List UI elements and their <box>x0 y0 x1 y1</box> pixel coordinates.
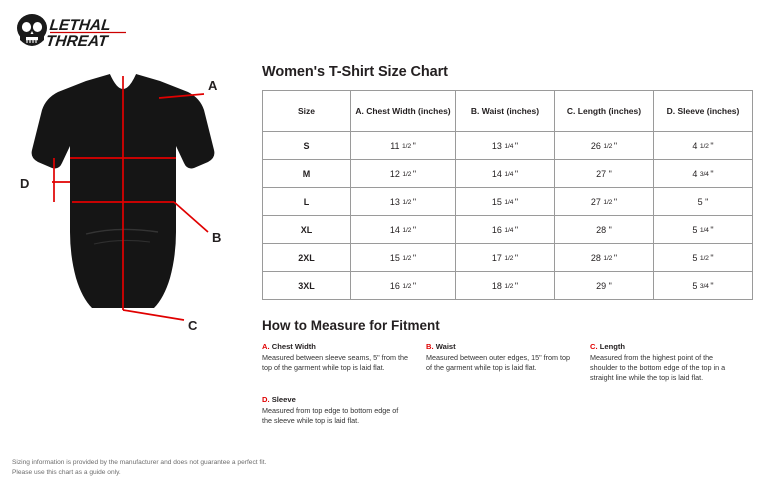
cell-sleeve: 5 3/4 " <box>654 272 753 300</box>
brand-name-line2: THREAT <box>45 33 109 50</box>
table-row <box>263 188 753 216</box>
table-row <box>263 132 753 160</box>
measure-item-desc: Measured between sleeve seams, 5" from the top of the garment while top is laid flat. <box>262 353 408 373</box>
cell-size: M <box>263 160 351 188</box>
cell-length: 28 " <box>555 216 654 244</box>
how-to-measure-list <box>262 342 754 437</box>
callout-line-b <box>174 202 208 232</box>
column-header-chest: A. Chest Width (inches) <box>351 91 456 132</box>
cell-waist: 15 1/4 " <box>456 188 555 216</box>
measure-item-label <box>262 395 410 404</box>
disclaimer-line-1: Sizing information is provided by the manufacturer and does not guarantee a perfect fit. <box>12 459 267 467</box>
column-header-size: Size <box>263 91 351 132</box>
size-chart-table <box>262 90 753 300</box>
measure-item-name: Chest Width <box>271 342 316 351</box>
measure-item-label <box>590 342 738 351</box>
brand-logo <box>14 12 134 54</box>
cell-length: 27 " <box>555 160 654 188</box>
cell-size: S <box>263 132 351 160</box>
cell-waist: 18 1/2 " <box>456 272 555 300</box>
measure-item-desc: Measured from the highest point of the shoulder to the bottom edge of the top in a straight line while the top is laid flat. <box>590 353 726 383</box>
disclaimer-line-2: Please use this chart as a guide only. <box>12 469 121 477</box>
column-header-waist: B. Waist (inches) <box>456 91 555 132</box>
measure-item-chest-width <box>262 342 426 384</box>
cell-waist: 17 1/2 " <box>456 244 555 272</box>
measure-item-letter: D. <box>262 394 270 404</box>
cell-length: 28 1/2 " <box>555 244 654 272</box>
brand-name-line1: LETHAL <box>48 17 112 34</box>
cell-size: L <box>263 188 351 216</box>
cell-waist: 13 1/4 " <box>456 132 555 160</box>
cell-sleeve: 5 1/2 " <box>654 244 753 272</box>
size-chart-title: Women's T-Shirt Size Chart <box>262 64 448 80</box>
cell-size: XL <box>263 216 351 244</box>
cell-length: 26 1/2 " <box>555 132 654 160</box>
column-header-length: C. Length (inches) <box>555 91 654 132</box>
measure-item-letter: C. <box>590 342 598 351</box>
callout-label-d: D <box>20 176 30 191</box>
shirt-diagram <box>8 62 254 342</box>
table-row <box>263 160 753 188</box>
measure-item-sleeve <box>262 395 426 426</box>
column-header-sleeve: D. Sleeve (inches) <box>654 91 753 132</box>
table-row <box>263 216 753 244</box>
cell-size: 3XL <box>263 272 351 300</box>
table-header-row <box>263 91 753 132</box>
disclaimer <box>12 458 266 478</box>
table-row <box>263 244 753 272</box>
measure-item-name: Waist <box>435 342 456 351</box>
cell-chest: 11 1/2 " <box>351 132 456 160</box>
lethal-threat-logo-svg <box>14 12 134 54</box>
cell-waist: 14 1/4 " <box>456 160 555 188</box>
measure-item-label <box>426 342 574 351</box>
table-row <box>263 272 753 300</box>
brand-wordmark <box>45 17 126 50</box>
how-to-measure-title: How to Measure for Fitment <box>262 318 440 333</box>
callout-line-c <box>123 310 184 320</box>
measure-item-waist <box>426 342 590 384</box>
cell-length: 29 " <box>555 272 654 300</box>
shirt-diagram-svg <box>8 62 254 342</box>
measure-item-name: Length <box>599 342 626 351</box>
callout-label-c: C <box>188 318 198 333</box>
cell-chest: 16 1/2 " <box>351 272 456 300</box>
measure-item-length <box>590 342 754 384</box>
cell-length: 27 1/2 " <box>555 188 654 216</box>
cell-sleeve: 5 " <box>654 188 753 216</box>
measure-item-name: Sleeve <box>271 394 296 404</box>
cell-chest: 12 1/2 " <box>351 160 456 188</box>
measure-item-letter: A. <box>262 342 270 351</box>
cell-chest: 15 1/2 " <box>351 244 456 272</box>
measure-item-desc: Measured from top edge to bottom edge of the sleeve while top is laid flat. <box>262 405 399 425</box>
measure-item-letter: B. <box>426 342 434 351</box>
cell-sleeve: 5 1/4 " <box>654 216 753 244</box>
cell-sleeve: 4 3/4 " <box>654 160 753 188</box>
cell-size: 2XL <box>263 244 351 272</box>
callout-label-b: B <box>212 230 222 245</box>
cell-sleeve: 4 1/2 " <box>654 132 753 160</box>
skull-icon <box>17 14 47 46</box>
cell-waist: 16 1/4 " <box>456 216 555 244</box>
cell-chest: 14 1/2 " <box>351 216 456 244</box>
size-chart-section <box>262 64 754 437</box>
measure-item-label <box>262 342 410 351</box>
cell-chest: 13 1/2 " <box>351 188 456 216</box>
measure-item-desc: Measured between outer edges, 15" from top of the garment while top is laid flat. <box>426 353 570 373</box>
callout-label-a: A <box>208 78 218 93</box>
